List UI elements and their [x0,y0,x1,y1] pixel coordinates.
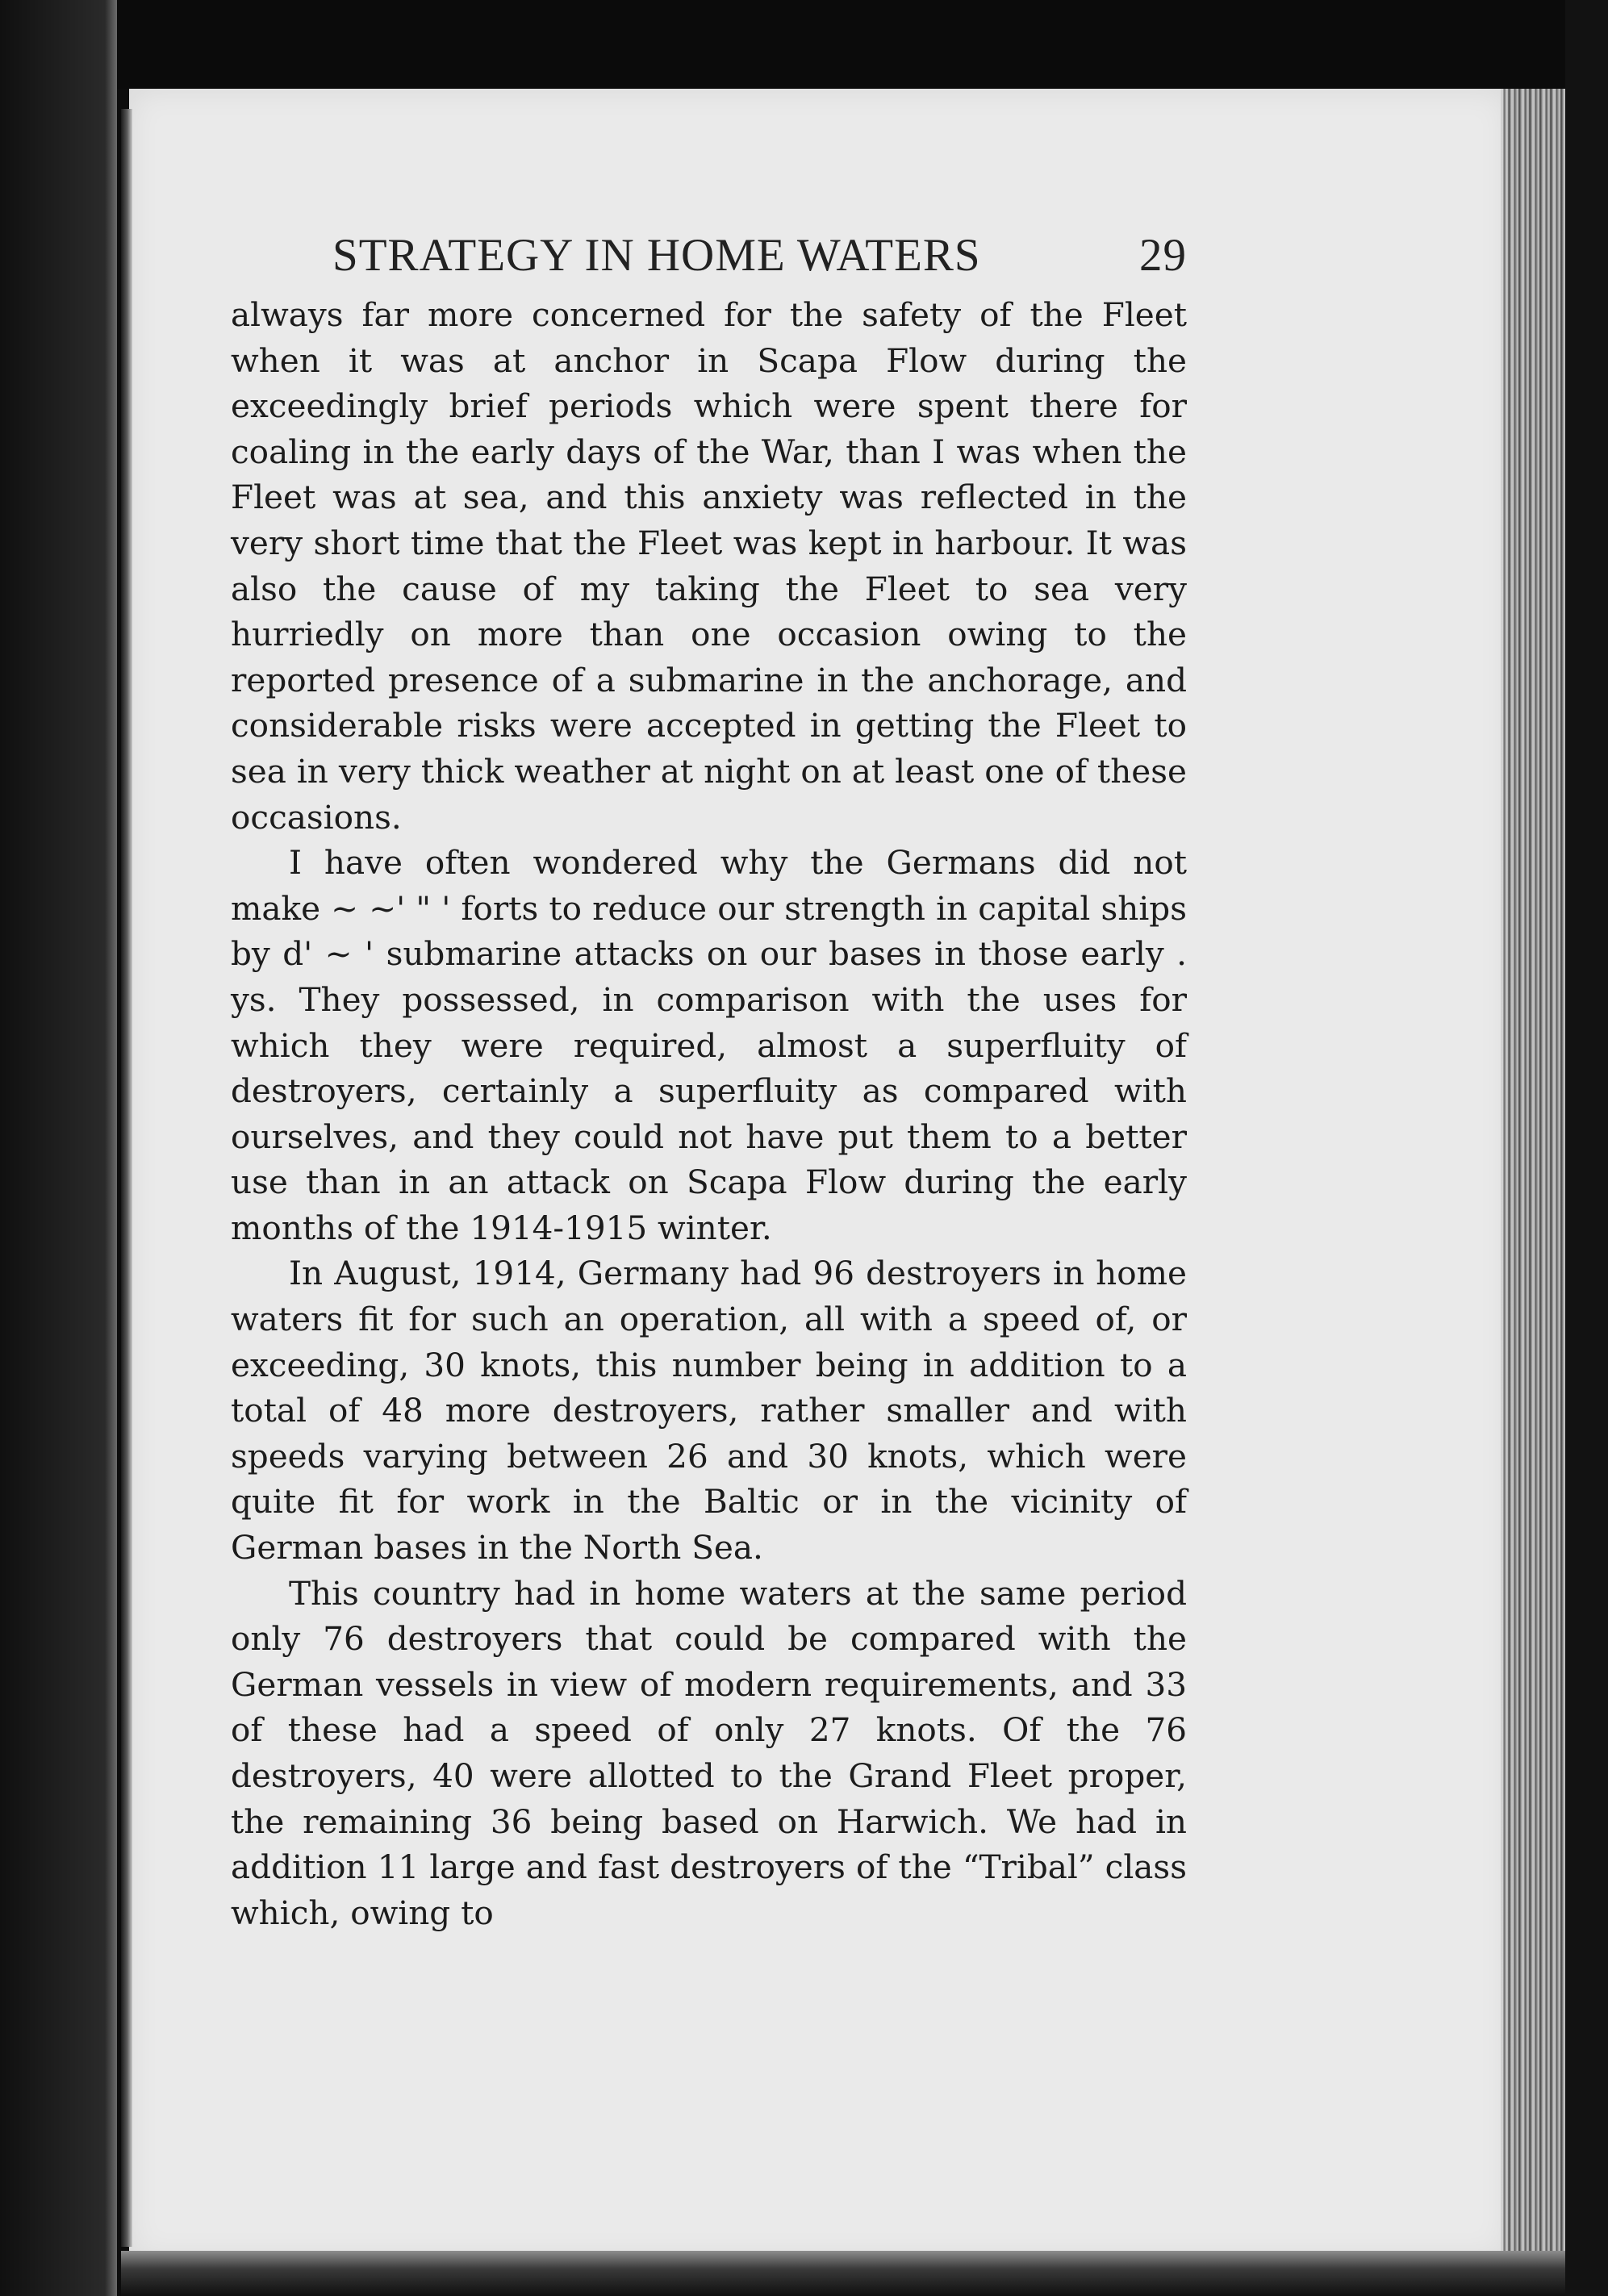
scan-background-left [0,0,117,2296]
running-head [231,218,1187,292]
scan-background-right [1565,0,1608,2296]
scan-background-top [0,0,1608,89]
page-bottom-edge [121,2251,1565,2296]
book-binding-edge [121,109,132,2247]
page-number: 29 [1139,230,1187,281]
body-text [231,292,1187,1935]
text-block [231,218,1187,1935]
page-stack-edge [1501,89,1565,2263]
running-head-title: STRATEGY IN HOME WATERS [332,230,981,281]
paragraph: always far more concerned for the safety of the Fleet when it was at anchor in Scapa Flow during the exceedingly brief periods which were spent there for coaling in the early days of the War, than I was when the Fleet was at sea, and this anxiety was reflected in the very short time that the Fleet was kept in harbour. It was also the cause of my taking the Fleet to sea very hurriedly on more than one occasion owing to the reported presence of a submarine in the anchorage, and considerable risks were accepted in getting the Fleet to sea in very thick weather at night on at least one of these occasions. [231,295,1187,837]
paragraph: In August, 1914, Germany had 96 destroyers in home waters fit for such an operation, all with a speed of, or exceeding, 30 knots, this number being in addition to a total of 48 more destroyers, rather smaller and with speeds varying between 26 and 30 knots, which were quite fit for work in the Baltic or in the vicinity of German bases in the North Sea. [231,1254,1187,1568]
paragraph: I have often wondered why the Germans did not make ~ ~' " ' forts to reduce our strength in capital ships by d' ~ ' submarine attacks on our bases in those early . ys. They possessed, in comparison with the uses for which they were required, almost a superfluity of destroyers, certainly a superfluity as compared with ourselves, and they could not have put them to a better use than in an attack on Scapa Flow during the early months of the 1914-1915 winter. [231,843,1187,1247]
paragraph: This country had in home waters at the same period only 76 destroyers that could be compared with the German vessels in view of modern requirements, and 33 of these had a speed of only 27 knots. Of the 76 destroyers, 40 were allotted to the Grand Fleet proper, the remaining 36 being based on Harwich. We had in addition 11 large and fast destroyers of the “Tribal” class which, owing to [231,1573,1187,1932]
